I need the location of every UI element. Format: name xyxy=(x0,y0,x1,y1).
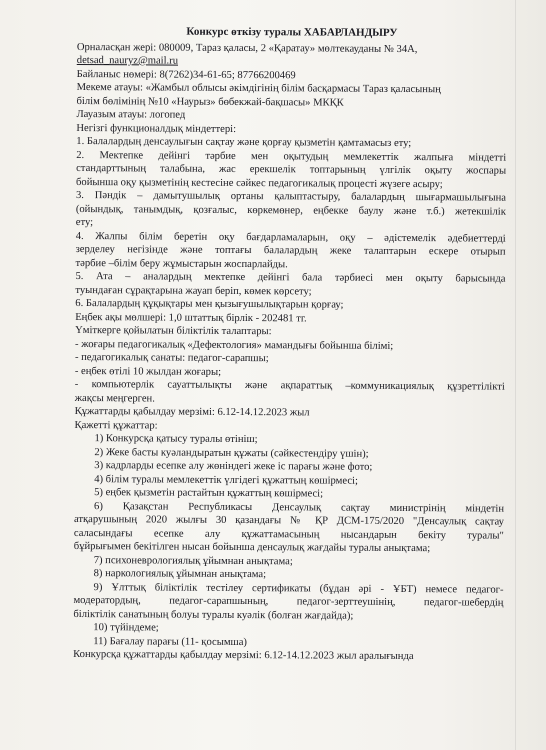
text-line: Орналасқан жері: 080009, Тараз қаласы, 2 «Қаратау» мөлтекауданы № 34А, xyxy=(76,41,418,55)
text-line: Қажетті құжаттар: xyxy=(74,419,158,431)
text-line: - педагогикалық санаты: педагог-сарапшы; xyxy=(74,351,269,365)
text-line: Құжаттарды қабылдау мерзімі: 6.12-14.12.2023 жыл xyxy=(74,405,310,419)
announcement-title: Конкурс өткізу туралы ХАБАРЛАНДЫРУ xyxy=(186,25,398,39)
text-line: тәрбие –білім беру жұмыстарын жоспарлайды. xyxy=(75,257,288,270)
scan-fold-line xyxy=(515,0,516,750)
text-line: Байланыс нөмері: 8(7262)34-61-65; 87766200469 xyxy=(76,68,296,81)
text-line: 6) Қазақстан Республикасы Денсаулық сақтау министрінің міндетін xyxy=(94,500,505,515)
text-line: 1) Конкурсқа қатысу туралы өтініш; xyxy=(94,433,258,446)
text-line: - компьютерлік сауаттылықты және ақпараттық –коммуникациялық құзреттілікті xyxy=(74,378,505,393)
text-line: Лауазым атауы: логопед xyxy=(76,108,186,121)
text-line: туындаған сұрақтарына жауап беріп, көмек көрсету; xyxy=(75,284,312,297)
text-line: (ойындық, танымдық, қозғалыс, көркемөнер, еңбекке баулу және т.б.) жетекшілік xyxy=(75,203,506,218)
text-line: 8) наркологиялық ұйымнан анықтама; xyxy=(93,568,267,581)
text-line: саласындағы есепке алу құжаттамасының нысандарын бекіту туралы" xyxy=(73,527,504,542)
text-line: 10) түйіндеме; xyxy=(93,622,159,634)
text-line: модератордың, педагог-сарапшының, педагог-зерттеушінің, педагог-шебердің xyxy=(73,594,504,609)
text-line: 1. Балалардың денсаулығын сақтау және қорғау қызметін қамтамасыз ету; xyxy=(76,135,412,150)
text-line: атқарушының 2020 жылғы 30 қазандағы № ҚР ДСМ-175/2020 "Денсаулық сақтау xyxy=(73,513,505,528)
text-line: 4) білім туралы мемлекеттік үлгідегі құжаттың көшірмесі; xyxy=(94,473,358,487)
text-line: 9) Ұлттық біліктілік тестілеу сертификаты (бұдан әрі - ҰБТ) немесе педагог- xyxy=(93,581,504,596)
text-line: стандарттының талабына, жас ерекшелік топтарының үлгілік оқыту жоспары xyxy=(76,162,507,177)
text-line: зерделеу негізінде және топтағы балалардың жеке талаптарын ескере отырып xyxy=(75,243,506,258)
announcement-lines xyxy=(73,40,507,664)
text-line: бұйрығымен бекітілген нысан бойынша денсаулық жағдайы туралы анықтама; xyxy=(73,540,431,555)
text-line: 3) кадрларды есепке алу жөніндегі жеке іс парағы және фото; xyxy=(94,460,373,473)
text-line: бойынша оқу қызметінің кестесіне сәйкес педагогикалық процесті жүзеге асыру; xyxy=(76,176,443,190)
text-line: - жоғары педагогикалық «Дефектология» мамандығы бойынша білімі; xyxy=(75,338,394,352)
text-line: білім бөлімінің №10 «Наурыз» бөбекжай-бақшасы» МКҚК xyxy=(76,95,344,109)
text-line: 7) психоневрологиялық ұйымнан анықтама; xyxy=(93,554,293,567)
text-line: 4. Жалпы білім беретін оқу бағдарламаларын, оқу – әдістемелік әдебиеттерді xyxy=(75,230,506,245)
text-line: Үміткерге қойылатын біліктілік талаптары: xyxy=(75,324,272,338)
text-line: Мекеме атауы: «Жамбыл облысы әкімдігінің білім басқармасы Тараз қаласының xyxy=(76,81,441,96)
text-line: Негізгі функционалдық міндеттері: xyxy=(76,122,237,135)
announcement-body xyxy=(73,25,507,664)
text-line: 11) Бағалау парағы (11- қосымша) xyxy=(93,635,247,648)
text-line: 6. Балалардың құқықтары мен қызығушылықтарын қорғау; xyxy=(75,297,344,311)
text-line: біліктілік санатының болуы туралы куәлік (болған жағдайда); xyxy=(73,608,354,622)
text-line: ету; xyxy=(75,216,94,229)
text-line: Конкурсқа құжаттарды қабылдау мерзімі: 6.12-14.12.2023 жыл аралығында xyxy=(73,648,414,663)
text-line: 5) еңбек қызметін растайтын құжаттың көшірмесі; xyxy=(94,487,324,500)
text-line: 3. Пәндік – дамытушылық ортаны қалыптастыру, балалардың шығармашылығына xyxy=(75,189,506,204)
text-line: 5. Ата – аналардың мектепке дейінгі бала тәрбиесі мен оқыту барысында xyxy=(75,270,506,285)
text-line: 2) Жеке басты куәландыратын құжаты (сәйкестендіру үшін); xyxy=(94,446,369,460)
text-line: Еңбек ақы мөлшері: 1,0 штаттық бірлік - 202481 тг. xyxy=(75,311,307,324)
text-line: жақсы меңгерген. xyxy=(74,392,155,404)
text-line: 2. Мектепке дейінгі тәрбие мен оқытудың мемлекеттік жалпыға міндетті xyxy=(76,149,507,164)
text-line: detsad_nauryz@mail.ru xyxy=(76,54,179,67)
text-line: - еңбек өтілі 10 жылдан жоғары; xyxy=(74,365,222,378)
